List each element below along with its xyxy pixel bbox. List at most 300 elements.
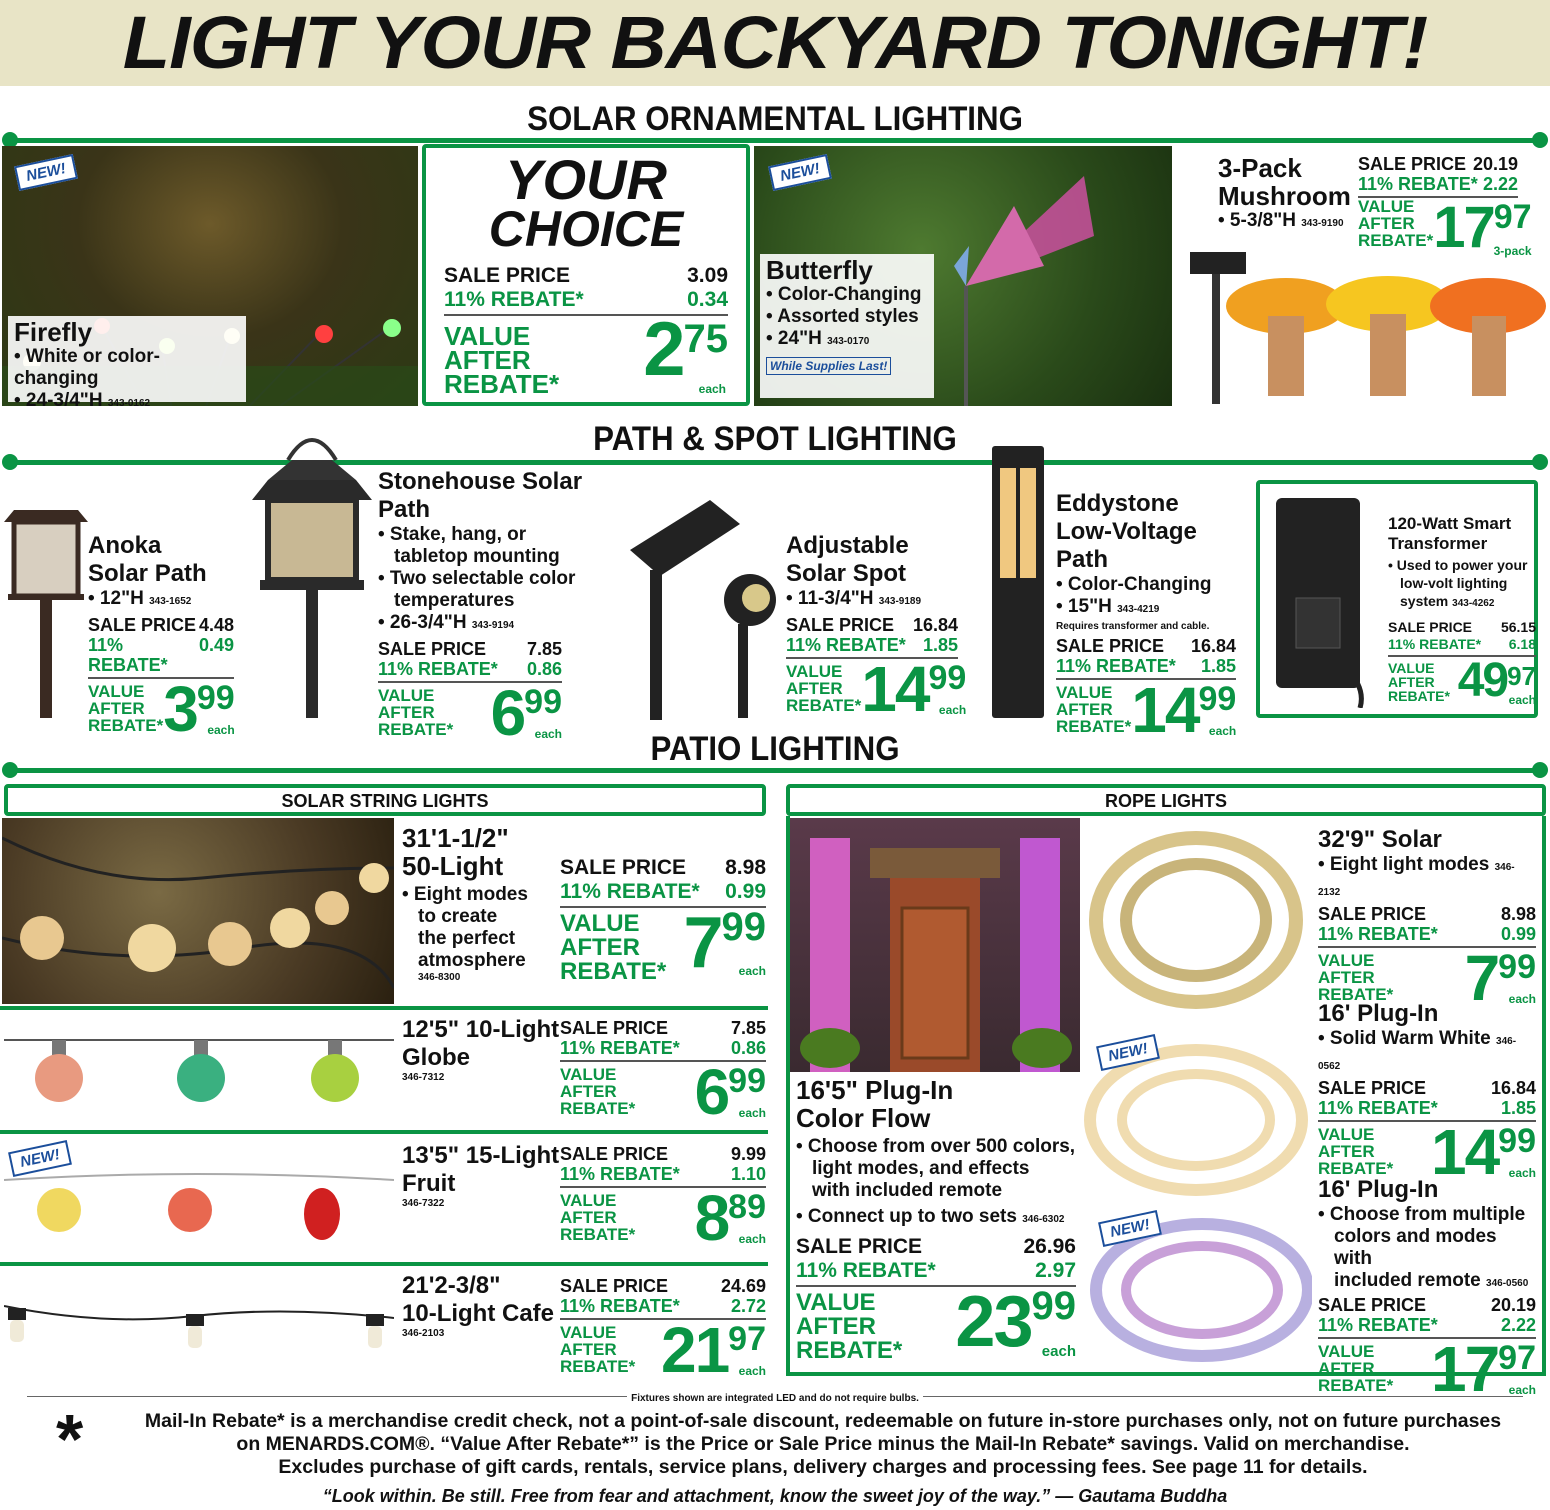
eddystone-bullet-1: • Color-Changing	[1056, 574, 1212, 595]
label-text: VALUE	[1318, 1342, 1375, 1361]
label-text: REBATE*	[1318, 1159, 1394, 1178]
footer-star: *	[56, 1400, 84, 1478]
label-text: SALE PRICE	[1056, 636, 1165, 656]
color-flow-price	[955, 1282, 1076, 1363]
globe-price	[694, 1056, 766, 1128]
label-text: 11% REBATE*	[1388, 636, 1482, 652]
label-text: 11% REBATE*	[378, 659, 498, 679]
rope-32-sku: 346-2132	[1318, 862, 1515, 898]
new-tag: NEW!	[1096, 1034, 1160, 1071]
string-50-title-2: 50-Light	[402, 851, 504, 881]
stonehouse-title: Stonehouse Solar Path	[378, 468, 583, 523]
rebate-label: 11% REBATE*	[444, 288, 584, 311]
color-flow-bullet-1b: light modes, and effects	[812, 1158, 1030, 1179]
label-text: 99	[1198, 680, 1237, 718]
label-text: 99	[1031, 1284, 1076, 1328]
transformer-bullet-b: low-volt lighting	[1400, 575, 1508, 591]
string-50-pricing	[560, 856, 766, 984]
color-flow-bullet-1c: with included remote	[812, 1180, 1003, 1201]
value-label: VALUE	[444, 321, 531, 351]
mushroom-title-1: 3-Pack	[1218, 153, 1302, 183]
your-choice-price	[643, 307, 728, 396]
label-text: 11% REBATE*	[560, 1296, 680, 1316]
sale-price-label: SALE PRICE	[1358, 154, 1467, 174]
anoka-rebate: 0.49	[198, 635, 234, 655]
cafe-pricing	[560, 1276, 766, 1386]
transformer-title-1: 120-Watt Smart	[1388, 514, 1512, 533]
label-text: VALUE	[88, 682, 145, 701]
label-text: VALUE	[1056, 683, 1113, 702]
butterfly-label	[760, 254, 934, 398]
label-text: 99	[196, 679, 235, 717]
fixtures-note: Fixtures shown are integrated LED and do not require bulbs.	[631, 1393, 919, 1404]
label-text: SALE PRICE	[1318, 1295, 1427, 1315]
label-text: 23	[955, 1282, 1032, 1362]
string-50-bullet-b: to create	[418, 906, 498, 927]
label-text: 7	[1464, 942, 1499, 1014]
stonehouse-bullet-1: • Stake, hang, or	[378, 524, 527, 545]
label-text: REBATE*	[1056, 717, 1132, 736]
label-text: VALUE	[786, 662, 843, 681]
mushroom-bullet: • 5-3/8"H	[1218, 210, 1296, 231]
transformer-bullet: • Used to power your	[1388, 557, 1528, 573]
rope-32-price	[1464, 942, 1536, 1014]
label-text: 11% REBATE*	[1318, 1315, 1438, 1335]
label-text: each	[207, 723, 235, 737]
anoka-price	[163, 673, 235, 745]
color-flow-title-2: Color Flow	[796, 1103, 931, 1133]
new-tag: NEW!	[768, 154, 832, 191]
label-text: SALE PRICE	[560, 856, 687, 879]
label-text: AFTER	[88, 699, 145, 718]
divider-dot	[1532, 454, 1548, 470]
label-text: VALUE	[560, 1191, 617, 1210]
your-choice-box	[422, 144, 750, 406]
butterfly-bullet-1: • Color-Changing	[766, 284, 922, 305]
rope-16b-bullet: • Choose from multiple	[1318, 1204, 1526, 1225]
label-text: 14	[861, 653, 929, 725]
string-50-photo	[2, 818, 394, 1004]
label-text: VALUE	[1318, 951, 1375, 970]
fruit-rebate: 1.10	[730, 1164, 766, 1184]
label-text: VALUE	[560, 910, 640, 937]
label-text: each	[738, 1232, 766, 1246]
label-text: SALE PRICE	[796, 1235, 923, 1258]
stonehouse-product	[378, 468, 614, 749]
color-flow-photo	[790, 818, 1080, 1072]
fruit-sku: 346-7322	[402, 1198, 445, 1209]
stonehouse-bullet-1b: tabletop mounting	[394, 546, 560, 567]
spot-rebate: 1.85	[922, 635, 958, 655]
label-text: REBATE*	[88, 716, 164, 735]
section-title-path: PATH & SPOT LIGHTING	[593, 420, 957, 458]
anoka-bullet: • 12"H	[88, 588, 144, 609]
footer-text	[0, 1410, 1550, 1479]
spot-sale: 16.84	[912, 615, 958, 635]
string-50-product	[402, 824, 558, 983]
fixtures-note-row	[0, 1388, 1550, 1406]
label-text: REBATE*	[1318, 1376, 1394, 1395]
rope-16a-bullet: • Solid Warm White	[1318, 1028, 1491, 1049]
label-text: AFTER	[796, 1313, 876, 1340]
label-text: 11% REBATE*	[796, 1259, 936, 1282]
label-text: AFTER	[1318, 1359, 1375, 1378]
your-choice-title-2: CHOICE	[488, 201, 684, 257]
globe-sale: 7.85	[730, 1018, 766, 1038]
new-tag: NEW!	[8, 1140, 72, 1177]
firefly-bullet-2: • 24-3/4"H	[14, 390, 103, 406]
fruit-product	[402, 1142, 559, 1209]
label-text: 6	[490, 677, 525, 749]
label-text: AFTER	[378, 703, 435, 722]
butterfly-title: Butterfly	[766, 255, 873, 285]
globe-title-2: Globe	[402, 1044, 471, 1071]
eddystone-rebate: 1.85	[1200, 656, 1236, 676]
label-text: each	[1508, 1383, 1536, 1397]
footer-line-2: on MENARDS.COM®. “Value After Rebate*” is the Price or Sale Price minus the Mail-In Rebate* savings. Valid on merchandise.	[236, 1433, 1410, 1455]
label-text: REBATE*	[560, 1357, 636, 1376]
label-text: AFTER	[1318, 968, 1375, 987]
label-text: 11% REBATE*	[786, 635, 906, 655]
label-text: 11% REBATE*	[560, 1038, 680, 1058]
section-title-solar: SOLAR ORNAMENTAL LIGHTING	[527, 100, 1023, 138]
banner-title: LIGHT YOUR BACKYARD TONIGHT!	[122, 1, 1428, 84]
eddystone-title-1: Eddystone	[1056, 490, 1179, 517]
string-50-bullet-d: atmosphere	[418, 950, 526, 971]
color-flow-sku: 346-6302	[1022, 1214, 1065, 1225]
transformer-illustration	[1276, 498, 1376, 708]
mushroom-sku: 343-9190	[1301, 218, 1344, 229]
globe-pricing	[560, 1018, 766, 1128]
rope-32-sale: 8.98	[1500, 904, 1536, 924]
label-text: each	[1508, 1166, 1536, 1180]
string-50-bullet: • Eight modes	[402, 884, 528, 905]
spot-title-2: Solar Spot	[786, 560, 907, 587]
rope-16b-sale: 20.19	[1490, 1295, 1536, 1315]
section-divider	[8, 768, 1538, 773]
color-flow-sale: 26.96	[1023, 1235, 1076, 1258]
eddystone-sale: 16.84	[1190, 636, 1236, 656]
section-divider	[8, 138, 1538, 143]
anoka-product	[88, 532, 235, 745]
globe-illustration	[4, 1026, 394, 1116]
label-text: each	[738, 1364, 766, 1378]
fruit-title-1: 13'5" 15-Light	[402, 1142, 560, 1169]
globe-sku: 346-7312	[402, 1072, 445, 1083]
label-text: each	[1508, 992, 1536, 1006]
label-text: REBATE*	[560, 1225, 636, 1244]
label-text: each	[738, 1106, 766, 1120]
label-text: each	[938, 703, 967, 717]
label-text: 99	[928, 659, 967, 697]
new-tag: NEW!	[1098, 1210, 1162, 1247]
rope-32-title: 32'9" Solar	[1318, 826, 1442, 853]
label-text: VALUE	[560, 1323, 617, 1342]
rope-16b-bullet-c: included remote	[1334, 1270, 1481, 1291]
transformer-rebate: 6.18	[1508, 636, 1536, 652]
fruit-illustration	[4, 1170, 394, 1250]
transformer-title-2: Transformer	[1388, 534, 1488, 553]
anoka-title-2: Solar Path	[88, 560, 207, 587]
your-choice-title-1: YOUR	[505, 148, 667, 211]
eddystone-illustration	[990, 444, 1046, 720]
butterfly-photo	[754, 146, 1172, 406]
sale-price-label: SALE PRICE	[444, 264, 571, 287]
label-text: VALUE	[796, 1289, 876, 1316]
eddystone-bullet-2: • 15"H	[1056, 596, 1112, 617]
anoka-sku: 343-1652	[149, 596, 192, 607]
spot-bullet: • 11-3/4"H	[786, 588, 874, 609]
label-text: REBATE*	[786, 696, 862, 715]
rope-32-bullet: • Eight light modes	[1318, 854, 1490, 875]
rope-16a-rebate: 1.85	[1500, 1098, 1536, 1118]
fruit-pricing	[560, 1144, 766, 1254]
transformer-sku: 343-4262	[1452, 598, 1495, 609]
label-text: AFTER	[560, 934, 640, 961]
firefly-photo	[2, 146, 418, 406]
globe-product	[402, 1016, 559, 1083]
transformer-price	[1457, 654, 1536, 707]
stonehouse-bullet-2b: temperatures	[394, 590, 515, 611]
rope-16a-sku: 346-0562	[1318, 1036, 1517, 1072]
mushroom-illustration	[1176, 246, 1548, 406]
label-text: each	[1508, 693, 1536, 707]
stonehouse-illustration	[248, 420, 376, 720]
label-text: SALE PRICE	[88, 615, 197, 635]
label-text: AFTER	[560, 1082, 617, 1101]
label-text: 97	[728, 1320, 766, 1358]
color-flow-product	[796, 1076, 1076, 1363]
rope-lights-illustration	[1084, 820, 1312, 1372]
mushroom-sale: 20.19	[1472, 154, 1518, 174]
string-50-rebate: 0.99	[725, 880, 766, 903]
firefly-label	[8, 316, 246, 406]
label-text: each	[738, 964, 766, 978]
label-text: 75	[683, 317, 728, 361]
globe-title-1: 12'5" 10-Light	[402, 1016, 560, 1043]
cafe-product	[402, 1272, 554, 1339]
color-flow-bullet-2: • Connect up to two sets	[796, 1206, 1017, 1227]
rope-16b-title: 16' Plug-In	[1318, 1176, 1439, 1203]
rope-16b-product	[1318, 1176, 1536, 1405]
cafe-sale: 24.69	[720, 1276, 766, 1296]
label-text: 14	[1430, 1116, 1499, 1188]
string-50-title-1: 31'1-1/2"	[402, 823, 509, 853]
string-50-sale: 8.98	[725, 856, 766, 879]
eddystone-sku: 343-4219	[1117, 604, 1160, 615]
label-text: 11% REBATE*	[88, 635, 168, 675]
firefly-bullet-1: • White or color-changing	[14, 346, 160, 389]
rope-16a-price	[1430, 1116, 1536, 1188]
label-text: SALE PRICE	[560, 1144, 669, 1164]
label-text: VALUE	[1388, 660, 1435, 676]
label-text: AFTER	[1388, 674, 1435, 690]
section-title-patio: PATIO LIGHTING	[650, 730, 900, 768]
cafe-sku: 346-2103	[402, 1328, 445, 1339]
label-text: AFTER	[1056, 700, 1113, 719]
label-text: VALUE	[1318, 1125, 1375, 1144]
label-text: 89	[728, 1188, 766, 1226]
label-text: 11% REBATE*	[1318, 1098, 1438, 1118]
label-text: VALUE	[378, 686, 435, 705]
string-50-illustration	[2, 818, 394, 1004]
house-illustration	[790, 818, 1080, 1072]
label-text: SALE PRICE	[1318, 1078, 1427, 1098]
row-divider	[0, 1262, 768, 1266]
label-text: REBATE*	[1318, 985, 1394, 1004]
label-text: REBATE*	[378, 720, 454, 739]
label-text: each	[1041, 1343, 1076, 1360]
label-text: SALE PRICE	[1388, 619, 1473, 635]
label-text: AFTER	[560, 1208, 617, 1227]
cafe-price	[660, 1314, 766, 1386]
cafe-title-1: 21'2-3/8"	[402, 1272, 501, 1299]
label-text: 11% REBATE*	[560, 880, 700, 903]
string-50-sku: 346-8300	[418, 972, 461, 983]
footer-line-1: Mail-In Rebate* is a merchandise credit check, not a point-of-sale discount, redeemable on future in-store purchases only, not on future purchases	[144, 1410, 1502, 1432]
label-text: 99	[524, 683, 562, 721]
fruit-sale: 9.99	[730, 1144, 766, 1164]
label-text: each	[1208, 724, 1237, 738]
label-text: 11% REBATE*	[1056, 656, 1176, 676]
label-text: REBATE*	[560, 958, 667, 985]
firefly-title: Firefly	[14, 317, 93, 347]
rope-16b-sku: 346-0560	[1486, 1278, 1529, 1289]
stonehouse-bullet-2: • Two selectable color	[378, 568, 576, 589]
rope-16b-rebate: 2.22	[1500, 1315, 1536, 1335]
label-text: 21	[660, 1314, 729, 1386]
new-tag: NEW!	[14, 154, 78, 191]
page-banner	[0, 0, 1550, 86]
butterfly-bullet-3: • 24"H	[766, 328, 822, 349]
color-flow-title-1: 16'5" Plug-In	[796, 1075, 954, 1105]
label-text: 99	[1498, 948, 1536, 986]
label-text: 99	[721, 905, 766, 949]
your-choice-sale: 3.09	[687, 264, 728, 287]
cafe-illustration	[4, 1296, 394, 1366]
footer-line-3: Excludes purchase of gift cards, rentals, service plans, delivery charges and processing fees. See page 11 for details.	[278, 1456, 1368, 1478]
divider-dot	[1532, 762, 1548, 778]
anoka-illustration	[4, 498, 88, 720]
stonehouse-rebate: 0.86	[526, 659, 562, 679]
label-text: 7	[683, 903, 722, 983]
label-text: 2	[643, 307, 684, 392]
label-text: SALE PRICE	[560, 1018, 669, 1038]
rope-16a-sale: 16.84	[1490, 1078, 1536, 1098]
rope-16a-product	[1318, 1000, 1536, 1188]
globe-rebate: 0.86	[730, 1038, 766, 1058]
eddystone-note: Requires transformer and cable.	[1056, 621, 1210, 632]
rope-16a-title: 16' Plug-In	[1318, 1000, 1439, 1027]
label-text: AFTER	[1318, 1142, 1375, 1161]
label-text: SALE PRICE	[1318, 904, 1427, 924]
label-text: AFTER	[786, 679, 843, 698]
label-text: 8	[694, 1182, 729, 1254]
mushroom-title-2: Mushroom	[1218, 181, 1351, 211]
rebate-star-label: REBATE*	[444, 369, 560, 399]
label-text: SALE PRICE	[560, 1276, 669, 1296]
fruit-title-2: Fruit	[402, 1170, 456, 1197]
row-divider	[0, 1006, 768, 1010]
label-text: 11% REBATE*	[560, 1164, 680, 1184]
label-text: 17	[1430, 1333, 1499, 1405]
butterfly-bullet-2: • Assorted styles	[766, 306, 919, 327]
label-text: 6	[694, 1056, 729, 1128]
label-text: 17	[1433, 195, 1494, 260]
after-label: AFTER	[444, 345, 531, 375]
section-divider	[8, 460, 1538, 465]
eddystone-title-2: Low-Voltage Path	[1056, 518, 1197, 573]
rope-32-rebate: 0.99	[1500, 924, 1536, 944]
label-text: each	[534, 727, 562, 741]
label-text: SALE PRICE	[786, 615, 895, 635]
label-text: VALUE	[1358, 197, 1415, 216]
spot-illustration	[620, 500, 786, 720]
label-text: 99	[1498, 1122, 1536, 1160]
spot-price	[861, 653, 967, 725]
cafe-title-2: 10-Light Cafe	[402, 1300, 555, 1327]
eddystone-product	[1056, 490, 1237, 746]
footer-quote: “Look within. Be still. Free from fear and attachment, know the sweet joy of the way.” — Gautama Buddha	[322, 1486, 1228, 1506]
spot-product	[786, 532, 967, 725]
label-text: SALE PRICE	[378, 639, 487, 659]
label-text: 3	[163, 673, 197, 745]
anoka-sale: 4.48	[198, 615, 234, 635]
stonehouse-sku: 343-9194	[471, 620, 515, 631]
label-text: 3-pack	[1493, 244, 1532, 258]
rope-lights-header: ROPE LIGHTS	[786, 784, 1546, 816]
label-text: each	[698, 382, 726, 396]
mushroom-rebate: 2.22	[1482, 174, 1518, 194]
spot-sku: 343-9189	[878, 596, 922, 607]
rope-16b-bullet-b: colors and modes with	[1334, 1226, 1497, 1269]
stonehouse-sale: 7.85	[526, 639, 562, 659]
label-text: 11% REBATE*	[1318, 924, 1438, 944]
fruit-price	[694, 1182, 766, 1254]
firefly-sku: 343-0162	[107, 398, 151, 406]
row-divider	[0, 1130, 768, 1134]
rebate-label: 11% REBATE*	[1358, 174, 1478, 194]
mushroom-product	[1176, 146, 1548, 406]
string-50-price	[683, 903, 766, 984]
label-text: REBATE*	[1388, 688, 1450, 704]
label-text: REBATE*	[560, 1099, 636, 1118]
label-text: AFTER	[1358, 214, 1415, 233]
label-text: REBATE*	[796, 1337, 903, 1364]
butterfly-sku: 343-0170	[827, 336, 870, 347]
color-flow-bullet-1: • Choose from over 500 colors,	[796, 1136, 1076, 1157]
label-text: AFTER	[560, 1340, 617, 1359]
label-text: 97	[1507, 661, 1536, 691]
label-text: 97	[1498, 1339, 1536, 1377]
solar-string-header: SOLAR STRING LIGHTS	[4, 784, 766, 816]
transformer-sale: 56.15	[1500, 619, 1536, 635]
label-text: 14	[1131, 674, 1199, 746]
spot-title-1: Adjustable	[786, 532, 909, 559]
your-choice-rebate: 0.34	[687, 288, 728, 311]
supplies-note: While Supplies Last!	[766, 357, 891, 375]
cafe-rebate: 2.72	[730, 1296, 766, 1316]
transformer-bullet-c: system	[1400, 593, 1449, 609]
color-flow-rebate: 2.97	[1035, 1259, 1076, 1282]
label-text: VALUE	[560, 1065, 617, 1084]
label-text: REBATE*	[1358, 231, 1434, 250]
stonehouse-bullet-3: • 26-3/4"H	[378, 612, 467, 633]
transformer-box	[1256, 480, 1538, 718]
label-text: 49	[1457, 654, 1508, 707]
label-text: 99	[728, 1062, 766, 1100]
anoka-title-1: Anoka	[88, 532, 162, 559]
